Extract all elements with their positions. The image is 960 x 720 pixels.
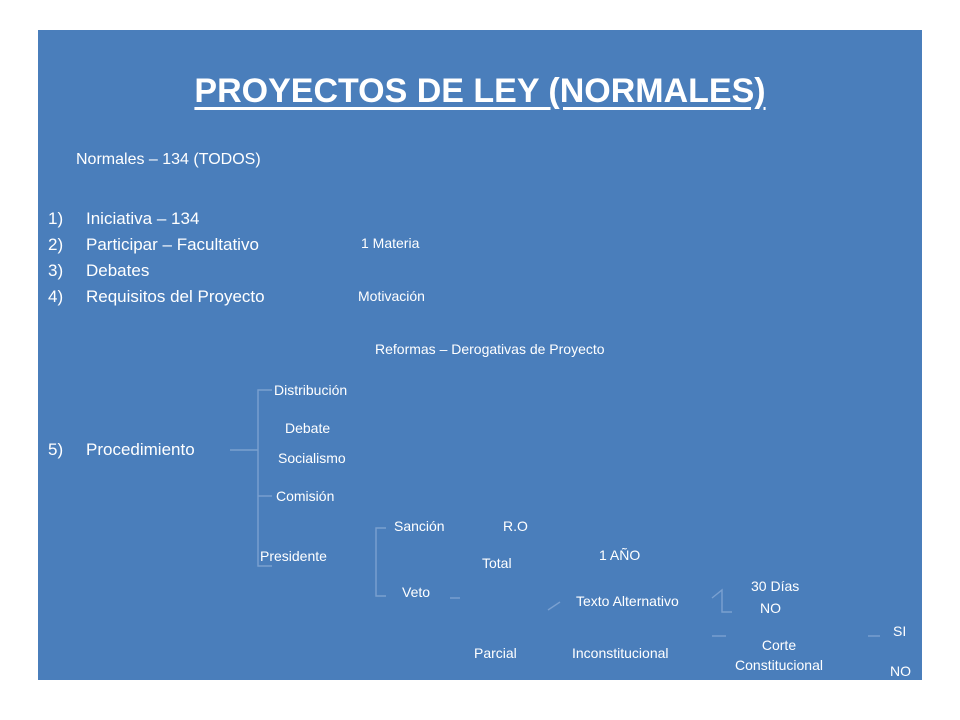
veto-total: Total [482, 555, 512, 571]
presidente-bracket [376, 528, 386, 596]
texto-alternativo-bracket [548, 602, 560, 610]
procedimiento-presidente: Presidente [260, 548, 327, 564]
veto-un-anio: 1 AÑO [599, 547, 641, 563]
step-number: 1) [48, 209, 64, 228]
step-5 [48, 437, 195, 463]
subtitle: Normales – 134 (TODOS) [76, 151, 261, 168]
veto-texto-alternativo: Texto Alternativo [576, 593, 679, 609]
steps-list [48, 206, 265, 310]
slide-title: PROYECTOS DE LEY (NORMALES) [194, 72, 766, 110]
procedimiento-comision: Comisión [276, 488, 335, 504]
step-number: 3) [48, 261, 64, 280]
step-label: Participar – Facultativo [86, 235, 259, 254]
step-3 [48, 258, 265, 284]
step-label: Iniciativa – 134 [86, 209, 200, 228]
requisito-motivacion: Motivación [358, 288, 425, 304]
step-number: 5) [48, 440, 64, 459]
presidente-ro: R.O [503, 518, 528, 534]
procedimiento-debate: Debate [285, 420, 331, 436]
step-number: 2) [48, 235, 64, 254]
requisito-reformas: Reformas – Derogativas de Proyecto [375, 341, 605, 357]
presidente-veto: Veto [402, 584, 431, 600]
steps-list-procedimiento [48, 437, 195, 463]
procedimiento-distribucion: Distribución [274, 382, 348, 398]
corte-si: SI [893, 623, 907, 639]
veto-parcial: Parcial [474, 645, 517, 661]
dias-bracket [712, 590, 732, 612]
step-label: Procedimiento [86, 440, 195, 459]
treinta-dias: 30 Días [751, 578, 800, 594]
step-1 [48, 206, 265, 232]
procedimiento-bracket-spine [258, 390, 272, 566]
corte-constitucional: Corte Constitucional [735, 637, 823, 673]
step-number: 4) [48, 287, 64, 306]
presidente-sancion: Sanción [394, 518, 445, 534]
corte-no: NO [890, 663, 911, 679]
step-4 [48, 284, 265, 310]
veto-inconstitucional: Inconstitucional [572, 645, 669, 661]
requisito-materia: 1 Materia [361, 235, 420, 251]
step-label: Requisitos del Proyecto [86, 287, 265, 306]
step-label: Debates [86, 261, 150, 280]
texto-alternativo-no: NO [760, 600, 781, 616]
procedimiento-socialismo: Socialismo [278, 450, 346, 466]
step-2 [48, 232, 265, 258]
